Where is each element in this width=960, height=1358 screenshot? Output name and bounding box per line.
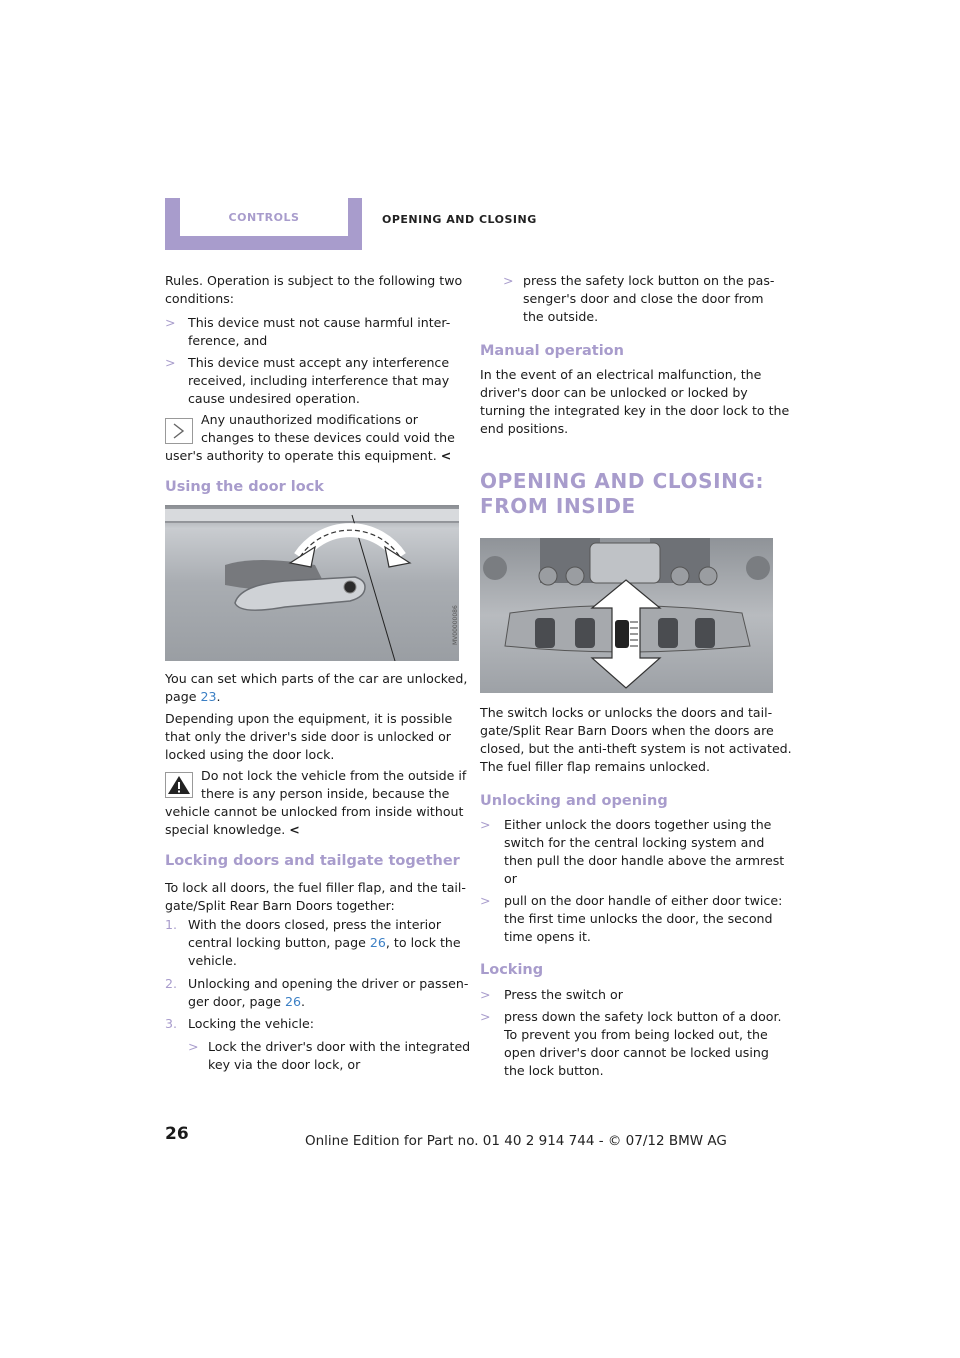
unlock-1-line-3: then pull the door handle above the armrest [504, 853, 785, 868]
step-1-number: 1. [165, 917, 178, 932]
warning-line-2: there is any person inside, because the [201, 786, 450, 801]
switch-line-2: gate/Split Rear Barn Doors when the doors are [480, 723, 774, 738]
heading-manual-operation: Manual operation [480, 343, 624, 359]
condition-2-line-2: received, including interference that may [188, 373, 450, 388]
end-mark: < [289, 822, 300, 837]
switch-line-4: The fuel filler flap remains unlocked. [480, 759, 710, 774]
heading-unlocking-opening: Unlocking and opening [480, 793, 668, 809]
manual-line-3: turning the integrated key in the door lock to the [480, 403, 790, 418]
lock-intro-line-2: gate/Split Rear Barn Doors together: [165, 898, 395, 913]
step-1-line-1: With the doors closed, press the interior [188, 917, 442, 932]
locking-2-line-4: the lock button. [504, 1063, 604, 1078]
step-3-number: 3. [165, 1016, 178, 1031]
condition-1-line-2: ference, and [188, 333, 268, 348]
locking-2-line-2: To prevent you from being locked out, the [504, 1027, 768, 1042]
note-arrow-icon [165, 418, 193, 444]
heading-locking-together: Locking doors and tailgate together [165, 853, 460, 869]
depending-line-3: locked using the door lock. [165, 747, 335, 762]
bullet-marker: > [480, 893, 491, 908]
bullet-marker: > [480, 817, 491, 832]
step-1-line-3: vehicle. [188, 953, 237, 968]
heading-door-lock: Using the door lock [165, 479, 324, 495]
step-1-line-2: central locking button, page 26, to lock the [188, 935, 461, 950]
warning-line-3: vehicle cannot be unlocked from inside without [165, 804, 464, 819]
condition-2-line-1: This device must accept any interference [188, 355, 450, 370]
heading-from-inside-line-1: OPENING AND CLOSING: [480, 469, 765, 493]
bullet-marker: > [480, 1009, 491, 1024]
page-number: 26 [165, 1124, 189, 1144]
right-sub-line-3: the outside. [523, 309, 599, 324]
warning-icon [165, 772, 193, 798]
intro-line-1: Rules. Operation is subject to the following two [165, 273, 463, 288]
condition-2-line-3: cause undesired operation. [188, 391, 360, 406]
warning-line-1: Do not lock the vehicle from the outside if [201, 768, 467, 783]
right-sub-line-1: press the safety lock button on the pas- [523, 273, 775, 288]
heading-from-inside-line-2: FROM INSIDE [480, 494, 636, 518]
intro-line-2: conditions: [165, 291, 235, 306]
note-line-3: user's authority to operate this equipment. < [165, 448, 452, 463]
unlock-1-line-1: Either unlock the doors together using the [504, 817, 772, 832]
svg-text:MV00000086: MV00000086 [452, 605, 459, 645]
lock-intro-line-1: To lock all doors, the fuel filler flap, and the tail- [165, 880, 466, 895]
locking-2-line-3: open driver's door cannot be locked using [504, 1045, 769, 1060]
depending-line-2: that only the driver's side door is unlocked or [165, 729, 451, 744]
step-3-line-1: Locking the vehicle: [188, 1016, 314, 1031]
note-line-1: Any unauthorized modifications or [201, 412, 418, 427]
condition-1-line-1: This device must not cause harmful inter- [188, 315, 451, 330]
locking-1: Press the switch or [504, 987, 623, 1002]
section-tab-label: CONTROLS [228, 210, 300, 224]
manual-line-2: driver's door can be unlocked or locked by [480, 385, 748, 400]
set-line-1: You can set which parts of the car are unlocked, [165, 671, 468, 686]
locking-2-line-1: press down the safety lock button of a door. [504, 1009, 782, 1024]
depending-line-1: Depending upon the equipment, it is possible [165, 711, 453, 726]
switch-line-1: The switch locks or unlocks the doors and tail- [480, 705, 773, 720]
edition-footer: Online Edition for Part no. 01 40 2 914 744 - © 07/12 BMW AG [305, 1133, 727, 1149]
step-2-line-2: ger door, page 26. [188, 994, 306, 1009]
right-sub-line-2: senger's door and close the door from [523, 291, 764, 306]
unlock-2-line-1: pull on the door handle of either door twice: [504, 893, 783, 908]
step-2-line-1: Unlocking and opening the driver or passen- [188, 976, 469, 991]
section-tab[interactable] [180, 198, 348, 236]
step-3-sub-line-2: key via the door lock, or [208, 1057, 361, 1072]
end-mark: < [440, 448, 452, 463]
page-link-26[interactable]: 26 [369, 935, 386, 950]
switch-line-3: closed, but the anti-theft system is not activated. [480, 741, 792, 756]
bullet-marker: > [165, 355, 176, 370]
note-line-2: changes to these devices could void the [201, 430, 455, 445]
door-lock-figure [165, 505, 459, 661]
unlock-1-line-2: switch for the central locking system and [504, 835, 765, 850]
central-locking-switch-figure [480, 538, 773, 693]
step-3-sub-line-1: Lock the driver's door with the integrated [208, 1039, 471, 1054]
manual-line-1: In the event of an electrical malfunction, the [480, 367, 762, 382]
warning-line-4: special knowledge. < [165, 822, 300, 837]
heading-locking: Locking [480, 962, 544, 978]
set-line-2: page 23. [165, 689, 221, 704]
step-2-number: 2. [165, 976, 178, 991]
bullet-marker: > [503, 273, 514, 288]
chapter-title: OPENING AND CLOSING [382, 213, 537, 226]
bullet-marker: > [480, 987, 491, 1002]
bullet-marker: > [165, 315, 176, 330]
unlock-2-line-3: time opens it. [504, 929, 591, 944]
page-link-26[interactable]: 26 [284, 994, 301, 1009]
bullet-marker: > [188, 1039, 199, 1054]
manual-line-4: end positions. [480, 421, 569, 436]
unlock-1-line-4: or [504, 871, 517, 886]
unlock-2-line-2: the first time unlocks the door, the second [504, 911, 773, 926]
page-link-23[interactable]: 23 [200, 689, 217, 704]
